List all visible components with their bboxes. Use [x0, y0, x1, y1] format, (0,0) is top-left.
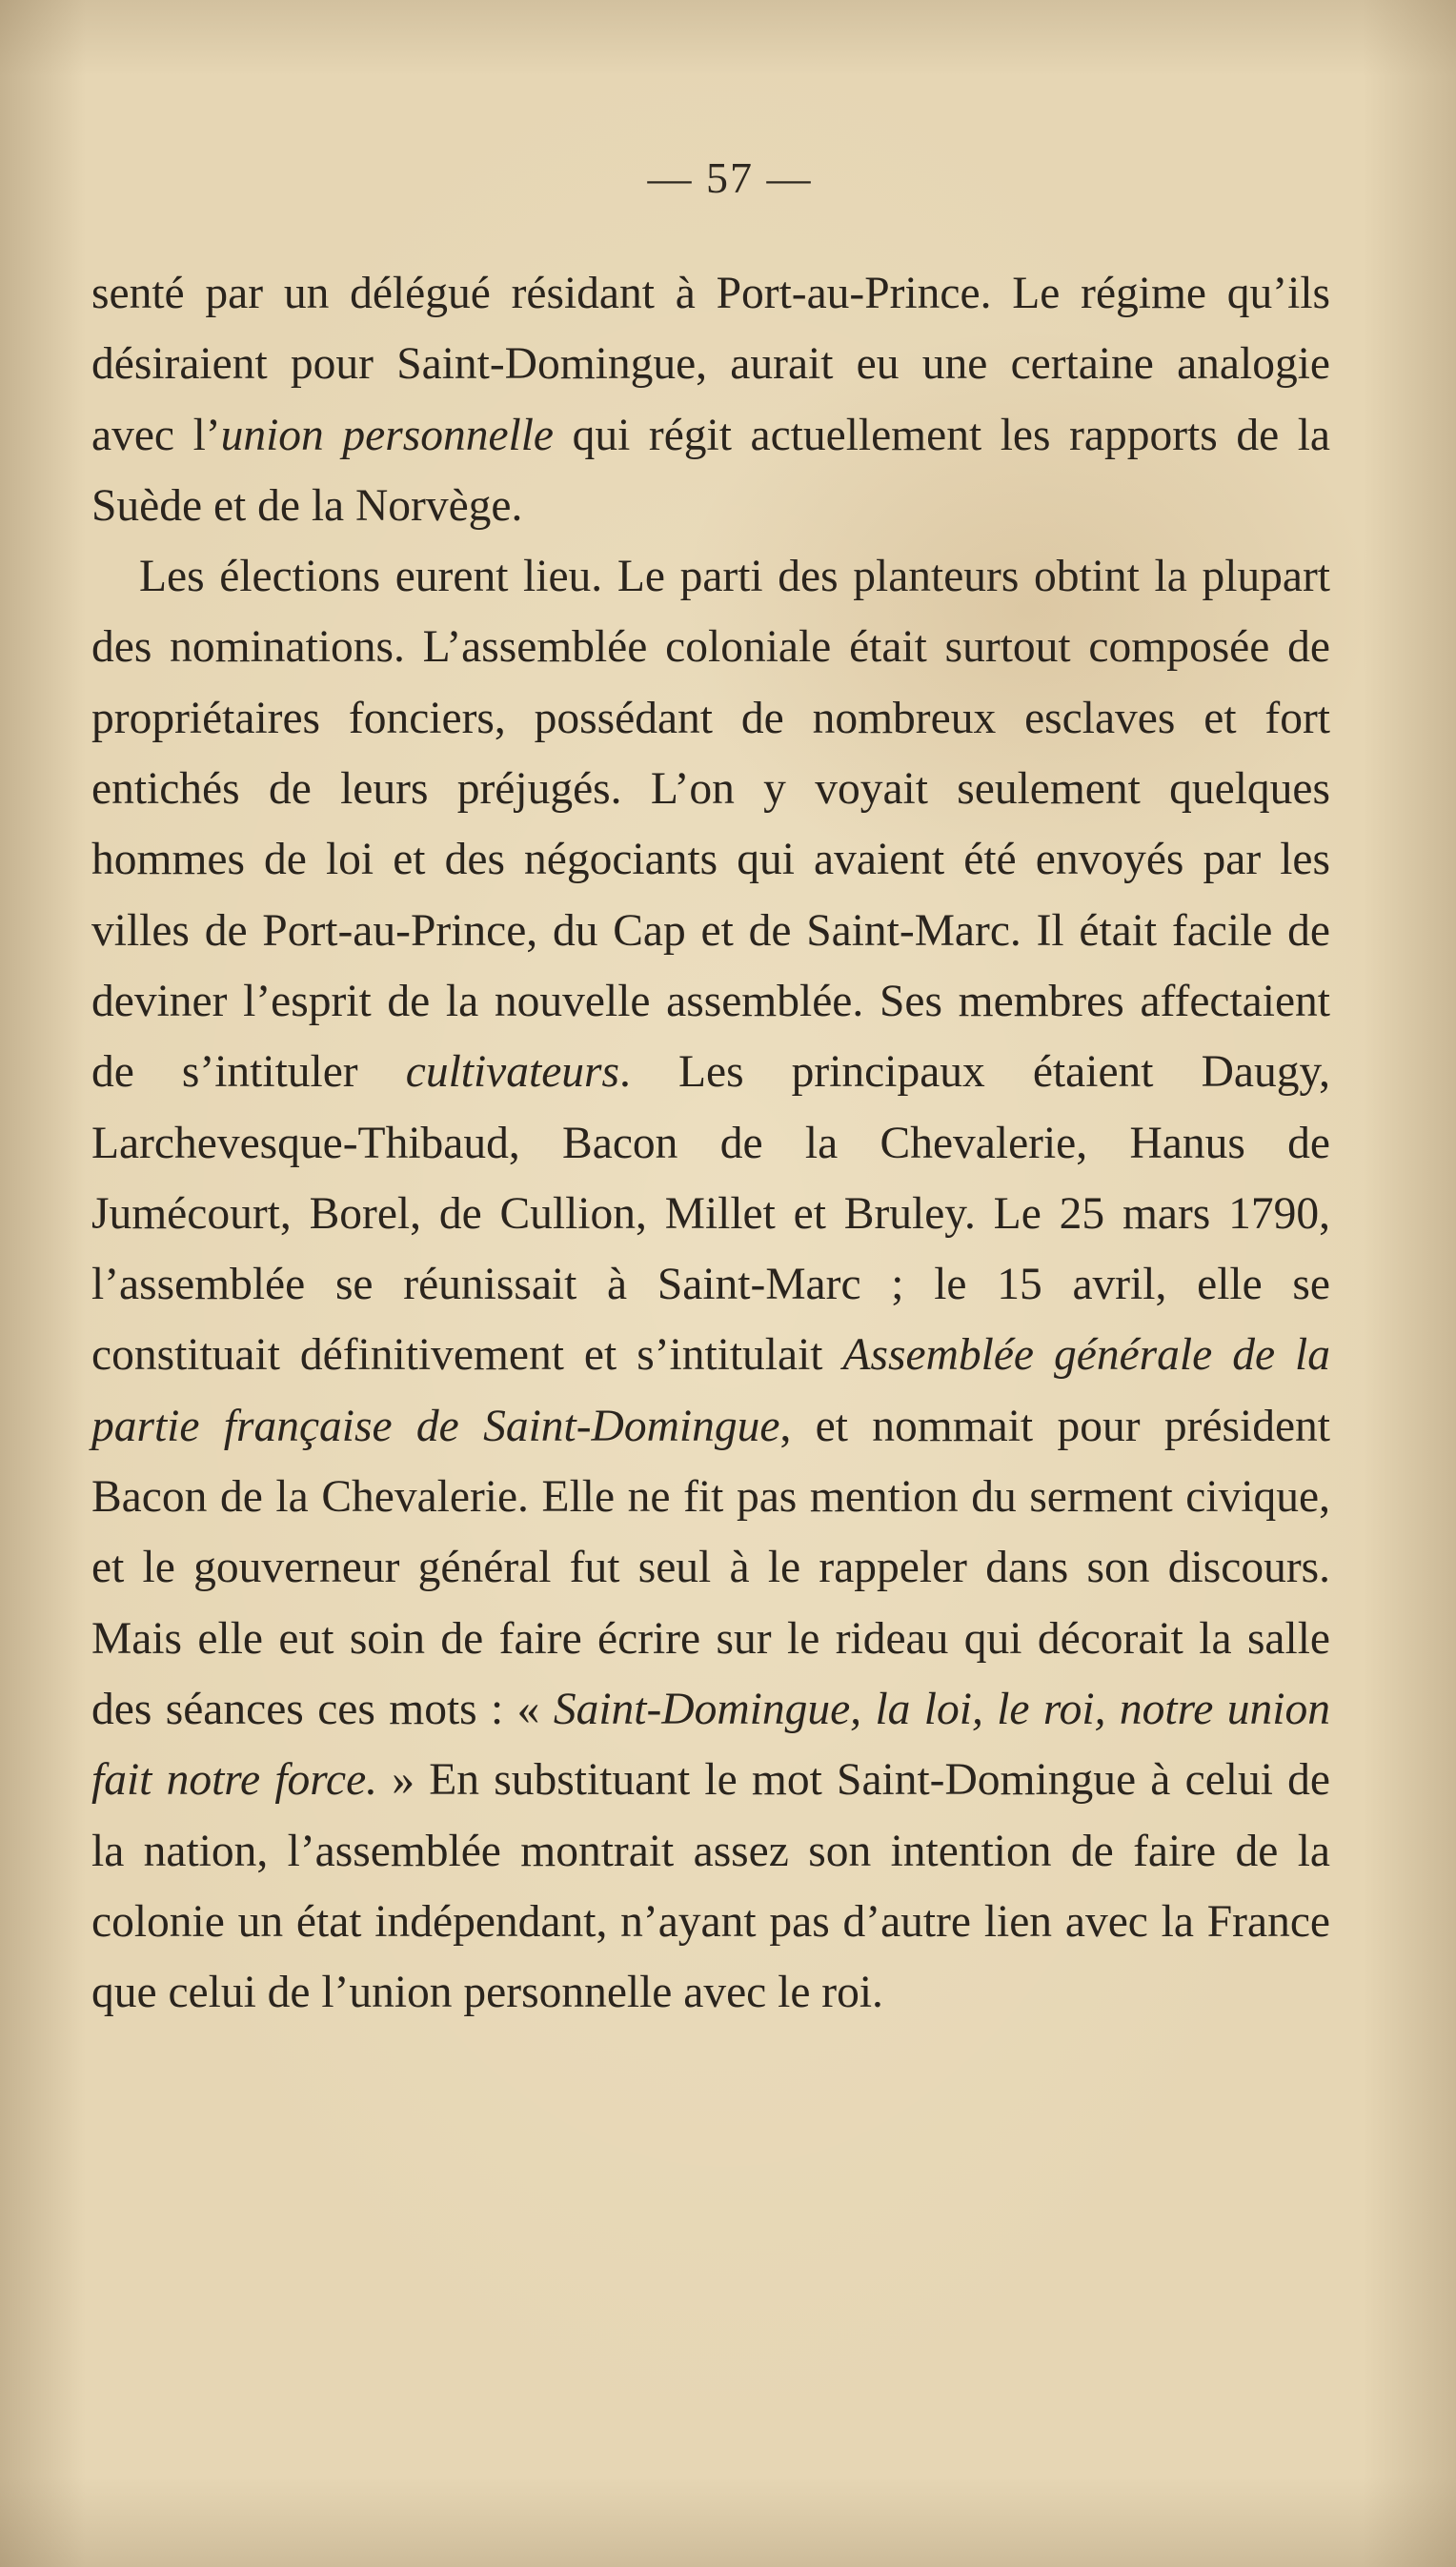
text-segment: , et nommait pour président Bacon de la Chevalerie. Elle ne fit pas mention du serment civique, et le gouverneur général fut seul à le rappeler dans son discours. Mais elle eut soin de faire écrire sur le rideau qui décorait la salle des séances ces mots : «	[91, 1401, 1330, 1734]
text-segment: senté par un délégué résidant à Port-au-Prince. Le régime qu’ils désiraient pour Saint-Domingue, aurait eu une certaine analogie avec l’	[91, 269, 1330, 460]
page-number: — 57 —	[647, 153, 813, 202]
book-page	[91, 152, 1330, 2028]
italic-segment: Saint-Domingue, la loi, le roi, notre union fait notre force.	[91, 1684, 1330, 1806]
paragraph-2	[91, 541, 1330, 2028]
paragraph-1	[91, 258, 1330, 541]
text-segment: Les élections eurent lieu. Le parti des planteurs obtint la plupart des nominations. L’assemblée coloniale était surtout composée de propriétaires fonciers, possédant de nombreux esclaves et fort entichés de leurs préjugés. L’on y voyait seulement quelques hommes de loi et des négociants qui avaient été envoyés par les villes de Port-au-Prince, du Cap et de Saint-Marc. Il était facile de deviner l’esprit de la nouvelle assemblée. Ses membres affectaient de s’intituler	[91, 552, 1330, 1098]
italic-segment: Assemblée générale de la partie française de Saint-Domingue	[91, 1330, 1330, 1451]
body-text	[91, 258, 1330, 2028]
text-segment: qui régit actuellement les rapports de la Suède et de la Norvège.	[91, 410, 1331, 531]
text-segment: » En substituant le mot Saint-Domingue à celui de la nation, l’assemblée montrait assez son intention de faire de la colonie un état indépendant, n’ayant pas d’autre lien avec la France que celui de l’union personnelle avec le roi.	[91, 1755, 1330, 2018]
text-segment: . Les principaux étaient Daugy, Larchevesque-Thibaud, Bacon de la Chevalerie, Hanus de Jumécourt, Borel, de Cullion, Millet et Bruley. Le 25 mars 1790, l’assemblée se réunissait à Saint-Marc ; le 15 avril, elle se constituait définitivement et s’intitulait	[91, 1047, 1330, 1381]
italic-segment: cultivateurs	[405, 1047, 619, 1098]
italic-segment: union personnelle	[220, 410, 555, 460]
